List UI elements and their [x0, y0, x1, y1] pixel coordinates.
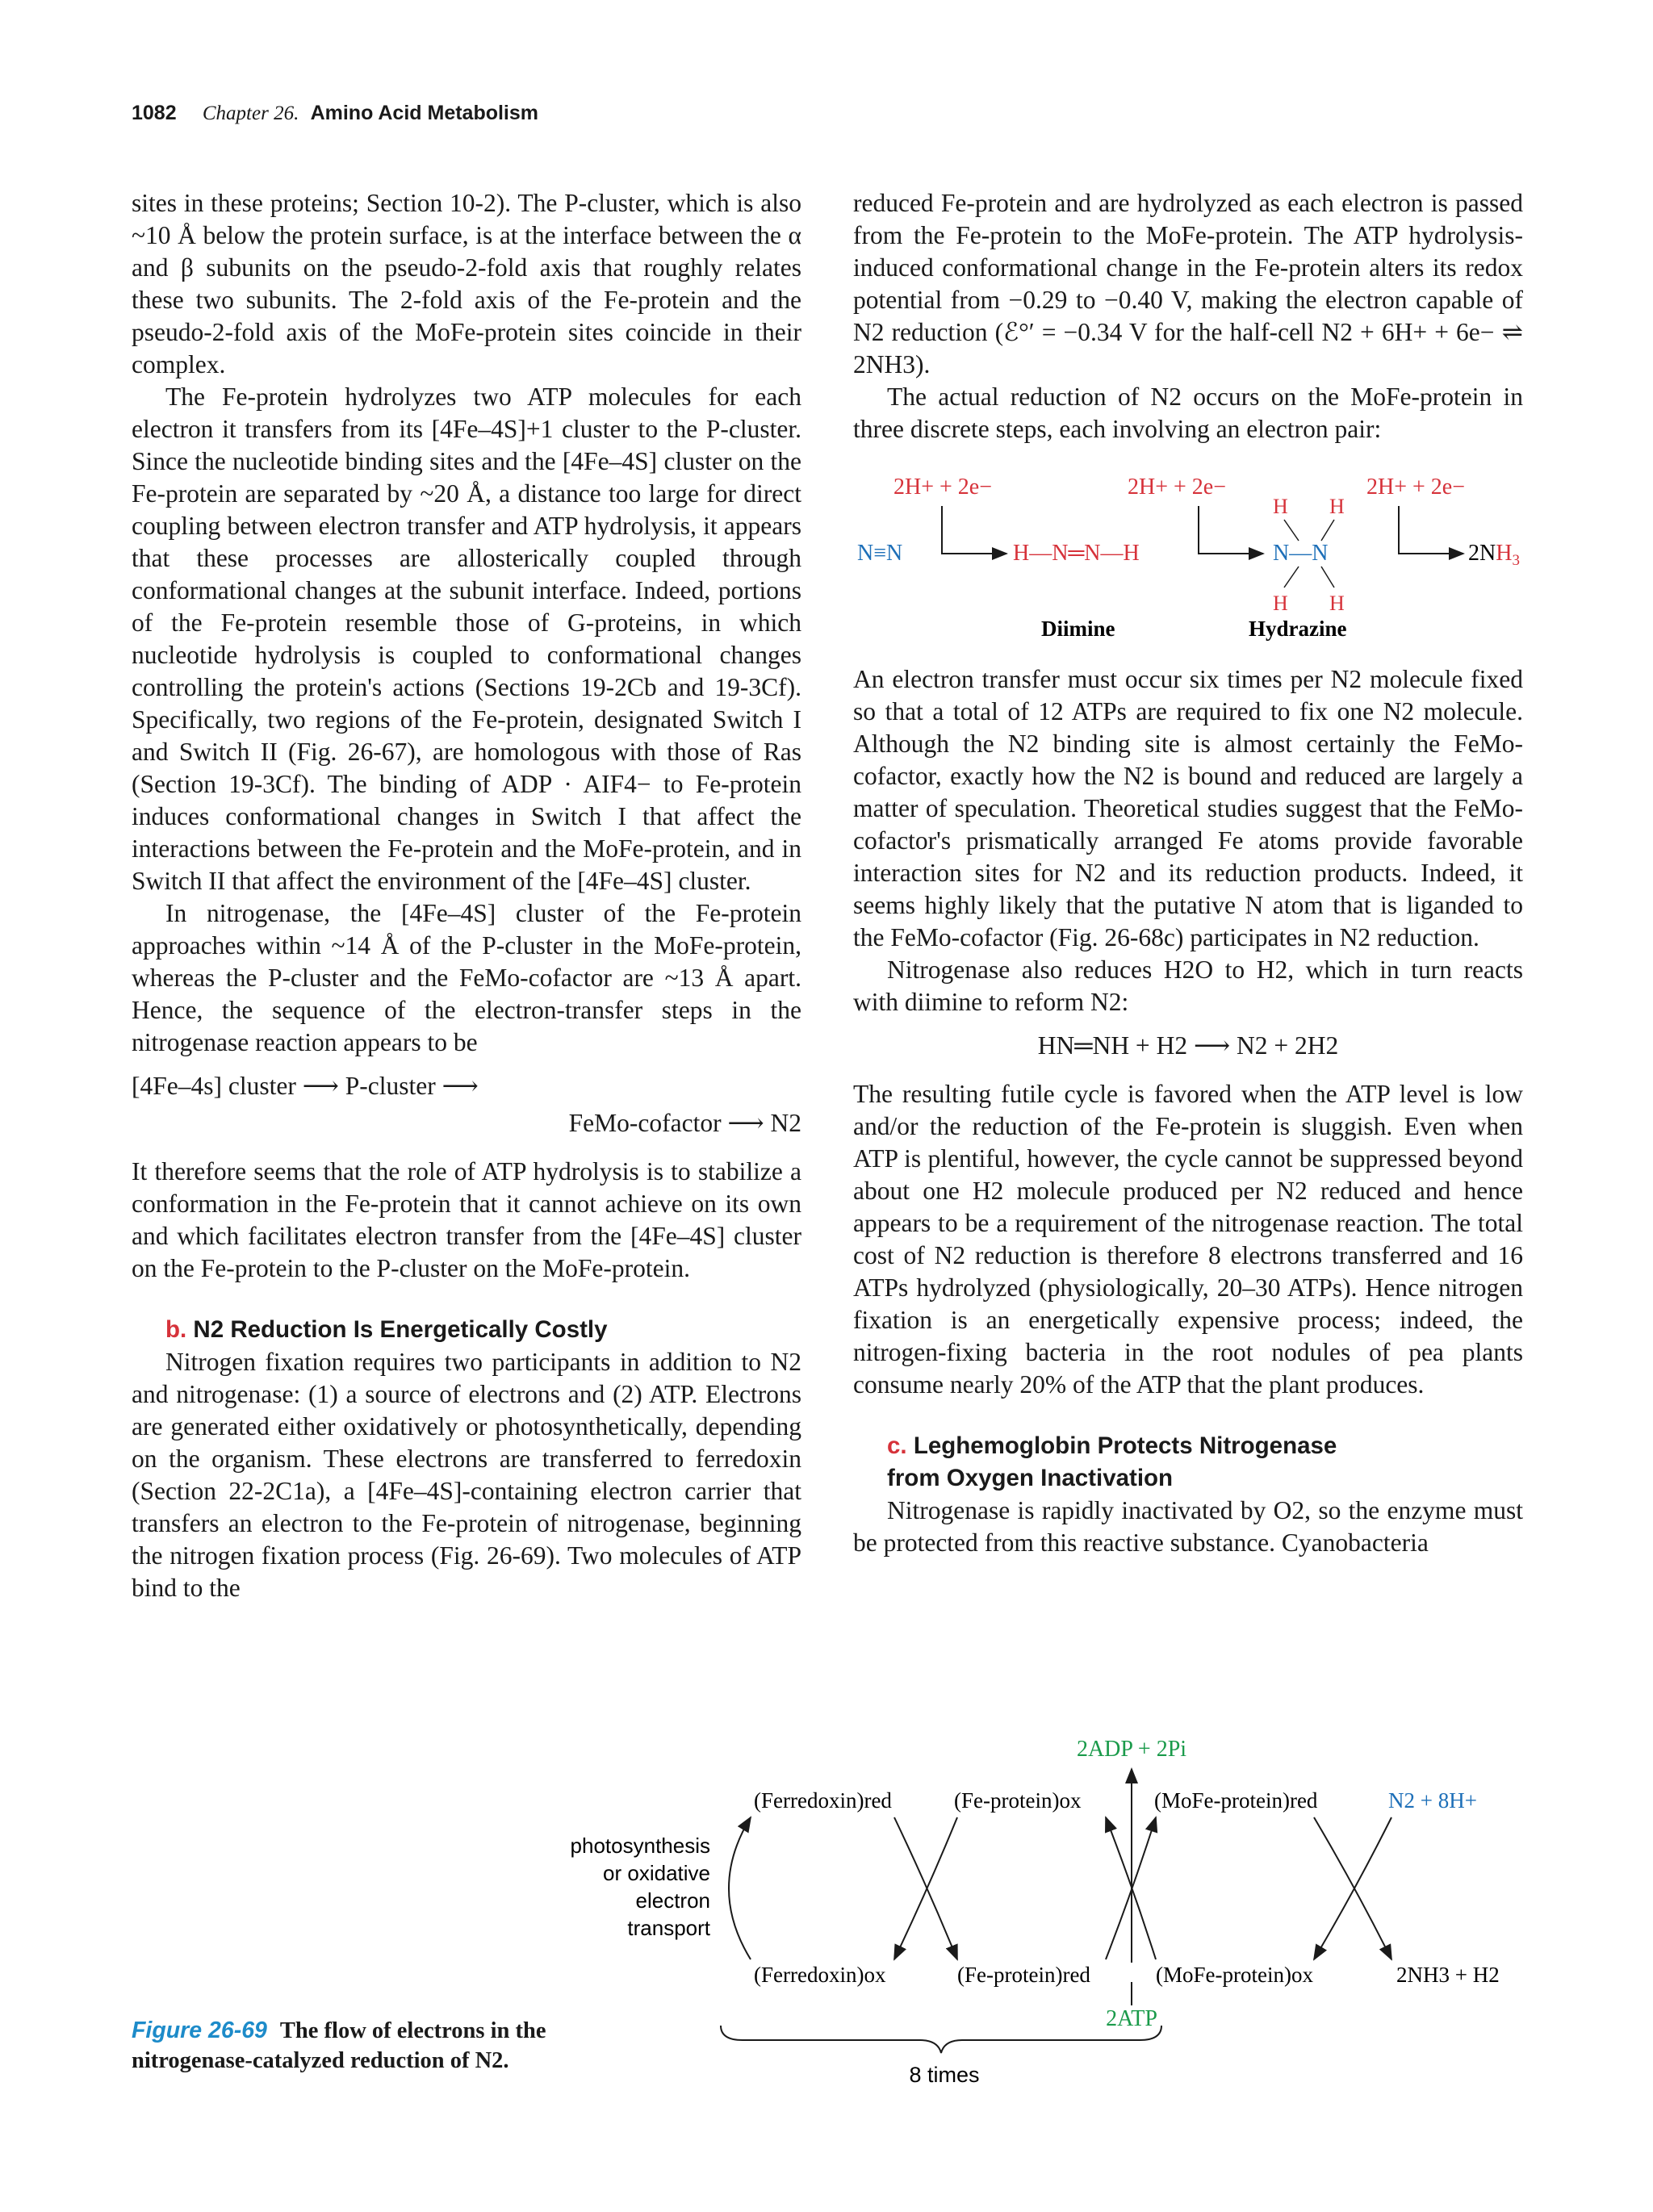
svg-text:electron: electron — [635, 1888, 710, 1913]
figure-caption — [132, 2016, 584, 2076]
svg-text:photosynthesis: photosynthesis — [570, 1834, 710, 1858]
substrate-label: N2 + 8H+ — [1388, 1788, 1477, 1813]
paragraph: An electron transfer must occur six times per N2 molecule fixed so that a total of 12 ATPs are required to fix one N2 molecule. Although the N2 binding site is almost certainly the FeMo-cofactor, exactly how the N2 is bound and reduced are largely a matter of speculation. Theoretical studies suggest that the FeMo-cofactor's prismatically arranged Fe atoms provide favorable interaction sites for N2 and its reduction products. Indeed, it seems highly likely that the putative N atom that is liganded to the FeMo-cofactor (Fig. 26-68c) participates in N2 reduction. — [853, 665, 1523, 951]
bond — [1284, 520, 1299, 541]
diimine-label: Diimine — [1041, 617, 1115, 641]
eq-term: [4Fe–4s] cluster — [132, 1072, 296, 1100]
futile-cycle-equation: HN═NH + H2 ⟶ N2 + 2H2 — [1037, 1031, 1339, 1060]
chapter-label: Chapter 26. — [202, 102, 299, 124]
section-title-cont: from Oxygen Inactivation — [887, 1465, 1174, 1491]
figure-label: Figure 26-69 — [132, 2018, 267, 2043]
section-heading-b — [165, 1314, 801, 1346]
figure-26-69-electron-flow — [0, 1727, 1653, 2163]
hydrazine-nn: N—N — [1273, 541, 1329, 566]
ferredoxin-ox: (Ferredoxin)ox — [754, 1963, 886, 1987]
hydrazine-h: H — [1329, 592, 1345, 615]
adp-label: 2ADP + 2Pi — [1076, 1737, 1187, 1762]
bond — [1321, 567, 1334, 587]
reagent-label: 2H+ + 2e− — [893, 475, 993, 500]
electron-path-equation-line1 — [132, 1070, 801, 1102]
mofe-protein-red: (MoFe-protein)red — [1154, 1788, 1318, 1813]
right-column — [853, 187, 1523, 1559]
left-column — [132, 187, 801, 1604]
reagent-label: 2H+ + 2e− — [1366, 475, 1466, 500]
section-title: N2 Reduction Is Energetically Costly — [193, 1316, 608, 1343]
hydrazine-h: H — [1329, 495, 1345, 518]
caption-text: The flow of electrons in the nitrogenase-catalyzed reduction of N2. — [132, 2018, 546, 2073]
eq-term: N2 — [770, 1109, 801, 1137]
arrow-icon: ⟶ — [441, 1072, 479, 1100]
reaction-arrow — [1199, 506, 1263, 554]
svg-text:or oxidative: or oxidative — [603, 1861, 710, 1885]
paragraph: Nitrogen fixation requires two participants in addition to N2 and nitrogenase: (1) a source of electrons and (2) ATP. Electrons are generated either oxidatively or photosynthetically, depending on the organism. These electrons are transferred to ferredoxin (Section 22-2C1a), a [4Fe–4S]-containing electron carrier that transfers an electron to the Fe-protein of nitrogenase, beginning the nitrogen fixation process (Fig. 26-69). Two molecules of ATP bind to the — [132, 1348, 801, 1602]
repeat-brace — [721, 2026, 1161, 2053]
svg-text:transport: transport — [627, 1916, 710, 1940]
cycle-arrow — [729, 1817, 751, 1959]
fe-protein-ox: (Fe-protein)ox — [954, 1788, 1082, 1813]
paragraph: The resulting futile cycle is favored when the ATP level is low and/or the reduction of the Fe-protein is sluggish. Even when ATP is plentiful, however, the cycle cannot be suppressed beyond about one H2 molecule produced per N2 reduced and hence appears to be a requirement of the nitrogenase reaction. The total cost of N2 reduction is therefore 8 electrons transferred and 16 ATPs hydrolyzed (physiologically, 20–30 ATPs). Hence nitrogen fixation is an energetically expensive process; indeed, the nitrogen-fixing bacteria in the root nodules of pea plants consume nearly 20% of the ATP that the plant produces. — [853, 1080, 1523, 1399]
atp-label: 2ATP — [1106, 2006, 1157, 2031]
paragraph: The Fe-protein hydrolyzes two ATP molecules for each electron it transfers from its [4Fe–4S]+1 cluster to the P-cluster. Since the nucleotide binding sites and the [4Fe–4S] cluster on the Fe-protein are separated by ~20 Å, a distance too large for direct coupling between electron transfer and ATP hydrolysis, it appears that these processes are allosterically coupled through conformational changes at the subunit interface. Indeed, portions of the Fe-protein resemble those of G-proteins, in which nucleotide hydrolysis is coupled to conformational changes controlling the protein's actions (Sections 19-2Cb and 19-3Cf). Specifically, two regions of the Fe-protein, designated Switch I and Switch II (Fig. 26-67), are homologous with those of Ras (Section 19-3Cf). The binding of ADP · AIF4− to Fe-protein induces conformational changes in Switch I that affect the interactions between the Fe-protein and the MoFe-protein, and in Switch II that affect the environment of the [4Fe–4S] cluster. — [132, 383, 801, 895]
electron-source-label — [571, 1834, 711, 1940]
reaction-arrow — [942, 506, 1006, 554]
bond — [1284, 567, 1299, 587]
arrow-icon: ⟶ — [302, 1072, 345, 1100]
product-label: $2NH_3$ — [1468, 541, 1520, 569]
paragraph: reduced Fe-protein and are hydrolyzed as each electron is passed from the Fe-protein to the MoFe-protein. The ATP hydrolysis-induced conformational change in the Fe-protein alters its redox potential from −0.29 to −0.40 V, making the electron capable of N2 reduction (ℰ°′ = −0.34 V for the half-cell N2 + 6H+ + 6e− ⇌ 2NH3). — [853, 189, 1523, 378]
mofe-protein-ox: (MoFe-protein)ox — [1156, 1963, 1313, 1987]
arrow-icon: ⟶ — [727, 1109, 771, 1137]
paragraph: sites in these proteins; Section 10-2). The P-cluster, which is also ~10 Å below the protein surface, is at the interface between the α and β subunits on the pseudo-2-fold axis that roughly relates these two subunits. The 2-fold axis of the Fe-protein and the pseudo-2-fold axis of the MoFe-protein sites coincide in their complex. — [132, 189, 801, 378]
section-letter: b. — [165, 1316, 187, 1343]
paragraph: Nitrogenase is rapidly inactivated by O2, so the enzyme must be protected from this reactive substance. Cyanobacteria — [853, 1496, 1523, 1557]
paragraph: In nitrogenase, the [4Fe–4S] cluster of the Fe-protein approaches within ~14 Å of the P-cluster in the MoFe-protein, whereas the P-cluster and the FeMo-cofactor are ~13 Å apart. Hence, the sequence of the electron-transfer steps in the nitrogenase reaction appears to be — [132, 899, 801, 1056]
diimine-molecule: H—N═N—H — [1013, 541, 1140, 566]
paragraph: The actual reduction of N2 occurs on the MoFe-protein in three discrete steps, each involving an electron pair: — [853, 383, 1523, 443]
electron-path-equation-line2 — [132, 1107, 801, 1139]
n2-molecule: N≡N — [857, 541, 903, 566]
section-letter: c. — [887, 1432, 907, 1459]
chapter-title: Amino Acid Metabolism — [310, 102, 539, 124]
fe-protein-red: (Fe-protein)red — [957, 1963, 1090, 1987]
eq-term: FeMo-cofactor — [568, 1109, 722, 1137]
repeat-label: 8 times — [909, 2063, 980, 2087]
section-title: Leghemoglobin Protects Nitrogenase — [913, 1432, 1337, 1459]
n2-reduction-scheme — [853, 445, 1523, 647]
reaction-arrow — [1399, 506, 1463, 554]
hydrazine-h: H — [1273, 592, 1288, 615]
page-number: 1082 — [132, 102, 177, 124]
ferredoxin-red: (Ferredoxin)red — [754, 1788, 892, 1813]
eq-term: P-cluster — [345, 1072, 436, 1100]
hydrazine-label: Hydrazine — [1249, 617, 1347, 641]
section-heading-c — [887, 1430, 1523, 1495]
paragraph: Nitrogenase also reduces H2O to H2, which in turn reacts with diimine to reform N2: — [853, 955, 1523, 1016]
paragraph: It therefore seems that the role of ATP hydrolysis is to stabilize a conformation in the Fe-protein that it cannot achieve on its own and which facilitates electron transfer from the [4Fe–4S] cluster on the Fe-protein to the P-cluster on the MoFe-protein. — [132, 1157, 801, 1282]
hydrazine-h: H — [1273, 495, 1288, 518]
product-label: 2NH3 + H2 — [1396, 1963, 1500, 1987]
reagent-label: 2H+ + 2e− — [1128, 475, 1227, 500]
running-head — [132, 102, 538, 125]
bond — [1321, 520, 1334, 541]
